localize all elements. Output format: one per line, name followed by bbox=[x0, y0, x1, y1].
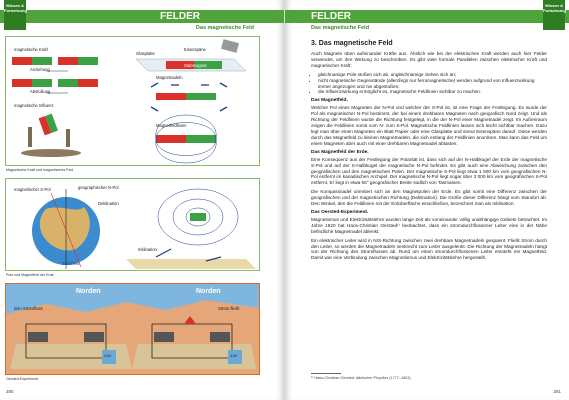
label-attraction: Anziehung bbox=[30, 67, 50, 72]
label-north-right: Norden bbox=[196, 288, 221, 295]
label-inclination: Inklination bbox=[138, 247, 157, 252]
label-bar-magnet: Stabmagnet bbox=[184, 63, 207, 68]
needle-magnet-n bbox=[186, 93, 216, 100]
label-influence: magnetische Influenz bbox=[14, 103, 54, 108]
magnet-n-green-4 bbox=[58, 79, 78, 87]
label-mag-south: magnetischer S-Pol bbox=[14, 187, 51, 192]
right-page-subheader: Das magnetische Feld bbox=[311, 25, 370, 31]
needle-stand-4 bbox=[210, 332, 230, 342]
right-page bbox=[285, 0, 569, 400]
paragraph-kompass: Die Kompassnadel orientiert sich an den Magnetpolen der Erde. Es gibt somit eine Differenz zwischen der geografischen und der magnetischen Richtung (Deklination). Die Größe dieser Differenz hängt vom Standort ab. Den Winkel, den die Feldlinien mit der Erdoberfläche einschließen, bezeichnet man als Inklination. bbox=[311, 189, 547, 207]
label-repulsion: Abstoßung bbox=[30, 89, 51, 94]
ground-plane bbox=[126, 259, 256, 269]
intro-paragraph: Auch Magnete üben aufeinander Kräfte aus. Ähnlich wie bei der elektrischen Kraft werden auch hier Felder verwendet, um ihre Wirkung zu beschreiben. Es gibt viele formale Parallelen zwischen elektrischer Kraft und magnetischer Kraft: bbox=[311, 51, 547, 68]
label-current-flow: Strom fließt bbox=[218, 306, 240, 311]
iron-filings-pile bbox=[21, 149, 81, 157]
field-magnet-n bbox=[186, 135, 216, 143]
label-declination: Deklination bbox=[98, 201, 119, 206]
inner-magnet bbox=[190, 213, 206, 221]
caption-fig2: Pole und Magnetfeld der Erde bbox=[6, 273, 54, 277]
iron-nail-1 bbox=[28, 127, 32, 147]
right-section-tab: Wissen & Fortsetzung bbox=[543, 0, 565, 30]
figure-magnetic-force-drawing bbox=[6, 37, 259, 165]
page-number-right: 281 bbox=[553, 389, 561, 394]
label-field-lines: Magnetfeldlinien bbox=[156, 123, 187, 128]
subheading-oersted: Das Oersted-Experiment. bbox=[311, 209, 369, 215]
list-item: • die Influenzwirkung ermöglicht es, magnetische Feldlinien sichtbar zu machen. bbox=[318, 89, 547, 95]
label-north-left: Norden bbox=[76, 288, 101, 295]
right-page-header: FELDER bbox=[285, 10, 569, 23]
needle-stand-3 bbox=[154, 332, 174, 342]
field-magnet-s bbox=[156, 135, 186, 143]
figure-earth-field-drawing bbox=[6, 179, 259, 270]
figure-oersted-drawing bbox=[6, 284, 259, 374]
label-glass-plate: Glasplatte bbox=[136, 51, 155, 56]
label-no-current: kein Stromfluss bbox=[14, 306, 43, 311]
label-volt-right: 4,5V bbox=[230, 354, 237, 358]
page-number-left: 280 bbox=[6, 389, 14, 394]
magnet-s-red-3 bbox=[12, 79, 32, 87]
figure-oersted bbox=[5, 283, 260, 375]
paragraph-oersted-2: Ein elektrischer Leiter wird in N/S-Richtung zwischen zwei drehbare Magnetnadeln gespannt. Fließt Strom durch den Leiter, so werden die Magnetnadeln senkrecht zum Leiter ausgelenkt. Die Richtung der Magnetnadeln hängt von der Richtung des Stromflusses ab. Rund um einen stromdurchflossenen Leiter entsteht ein Magnetfeld. Damit war eine Verbindung zwischen Magnetismus und Elektrizitätslehre hergestellt. bbox=[311, 237, 547, 261]
paragraph-oersted: Magnetismus und Elektrizitätslehre wurden lange Zeit als voneinander völlig unabhängige Gebiete betrachtet. Im Jahre 1820 hat Hans-Christian Oersted¹⁾ beobachtet, dass ein stromdurchflossener Leiter eine in der Nähe befindliche Magnetnadel ablenkt. bbox=[311, 216, 547, 234]
left-section-tab: Wissen & Fortsetzung bbox=[4, 0, 26, 30]
label-magnetic-force: magnetische Kraft bbox=[14, 47, 48, 52]
label-geo-north: geographischer N-Pol bbox=[78, 185, 119, 190]
left-page bbox=[0, 0, 284, 400]
caption-fig1: Magnetische Kraft und magnetisches Feld bbox=[6, 168, 74, 172]
label-magnet-needles: Magnetnadeln bbox=[156, 75, 183, 80]
needle-stand-2 bbox=[84, 332, 104, 342]
label-volt-left: 4,5V bbox=[104, 354, 111, 358]
list-item: • nicht magnetische Gegenstände (allerdings nur ferromagnetische) werden aufgrund von Influenzwirkung immer angezogen und nie abgestoßen; bbox=[318, 78, 547, 90]
magnet-n-green bbox=[32, 57, 52, 65]
paragraph-erde: Eine Konsequenz aus der Festlegung der Polarität ist, dass sich auf der N-Halbkugel der Erde der magnetische S-Pol und auf der S-Halbkugel der magnetische N-Pol befindet. Es gibt auch eine Abweichung zwischen den geografischen und den magnetischen Polen. Der magnetische S-Pol liegt etwa 1 500 km vom geografischen N-Pol entfernt im kanadischen Archipel. Der magnetische N-Pol liegt sogar über 3 000 km vom geografischen S-Pol entfernt. Er liegt in etwa 65° geografischer Breite südlich von Tasmanien. bbox=[311, 156, 547, 186]
needle-magnet-s bbox=[156, 93, 186, 100]
magnet-s-red-2 bbox=[58, 57, 78, 65]
iron-nail-2 bbox=[66, 129, 70, 147]
list-item: • gleichnamige Pole stoßen sich ab, ungleichnamige ziehen sich an; bbox=[318, 72, 547, 78]
paragraph-magnetfeld: Welcher Pol eines Magneten der N-Pol und welcher der S-Pol ist, ist eine Frage der Festlegung. Es wurde der Pol als magnetischer N-Pol bestimmt, der bei einem drehbaren Magneten nach geografisch Nord zeigt. Und als Richtung der Feldlinien wurde die Richtung festgelegt, in die der N-Pol einer Magnetnadel zeigt. Im Außenraum zeigen die Feldlinien somit vom N- zum S-Pol. Magnetische Feldlinien lassen sich leicht sichtbar machen. Dazu legt man über einen Magneten ein Blatt Papier oder eine Glasplatte und streut Eisenspäne darauf. Diese werden durch das Magnetfeld zu kleinen Magnetnadeln, die sich entlang der Feldlinien anordnen. Man kann das Feld um einen Magneten aber auch mit einer drehbaren Magnetnadel abtasten. bbox=[311, 105, 547, 146]
inclination-needle bbox=[156, 249, 171, 257]
section-heading: 3. Das magnetische Feld bbox=[311, 40, 393, 47]
left-page-subheader: Das magnetische Feld bbox=[195, 25, 254, 31]
filings-shaker bbox=[221, 39, 239, 53]
parallels-list bbox=[311, 72, 547, 96]
subheading-erde: Das Magnetfeld der Erde. bbox=[311, 149, 369, 155]
figure-magnetic-force bbox=[5, 36, 260, 166]
influence-magnet bbox=[39, 114, 58, 136]
label-iron-filings: Eisenspäne bbox=[184, 47, 206, 52]
magnet-s-red-4 bbox=[78, 79, 98, 87]
needle-stand-1 bbox=[28, 332, 48, 342]
left-page-header: FELDER bbox=[0, 10, 284, 23]
magnet-n-green-2 bbox=[78, 57, 98, 65]
caption-fig3: Oersted-Experiment bbox=[6, 377, 39, 381]
subheading-magnetfeld: Das Magnetfeld. bbox=[311, 98, 348, 104]
figure-earth-field bbox=[5, 178, 260, 271]
body-text bbox=[311, 40, 547, 264]
magnet-s-red bbox=[12, 57, 32, 65]
magnet-n-green-3 bbox=[32, 79, 52, 87]
label-earth-axis: Erdachse bbox=[62, 261, 80, 266]
footnote: ¹⁾ Hans-Christian Oersted: dänischer Physiker (1777–1851) bbox=[311, 376, 411, 380]
footnote-divider bbox=[311, 373, 341, 374]
